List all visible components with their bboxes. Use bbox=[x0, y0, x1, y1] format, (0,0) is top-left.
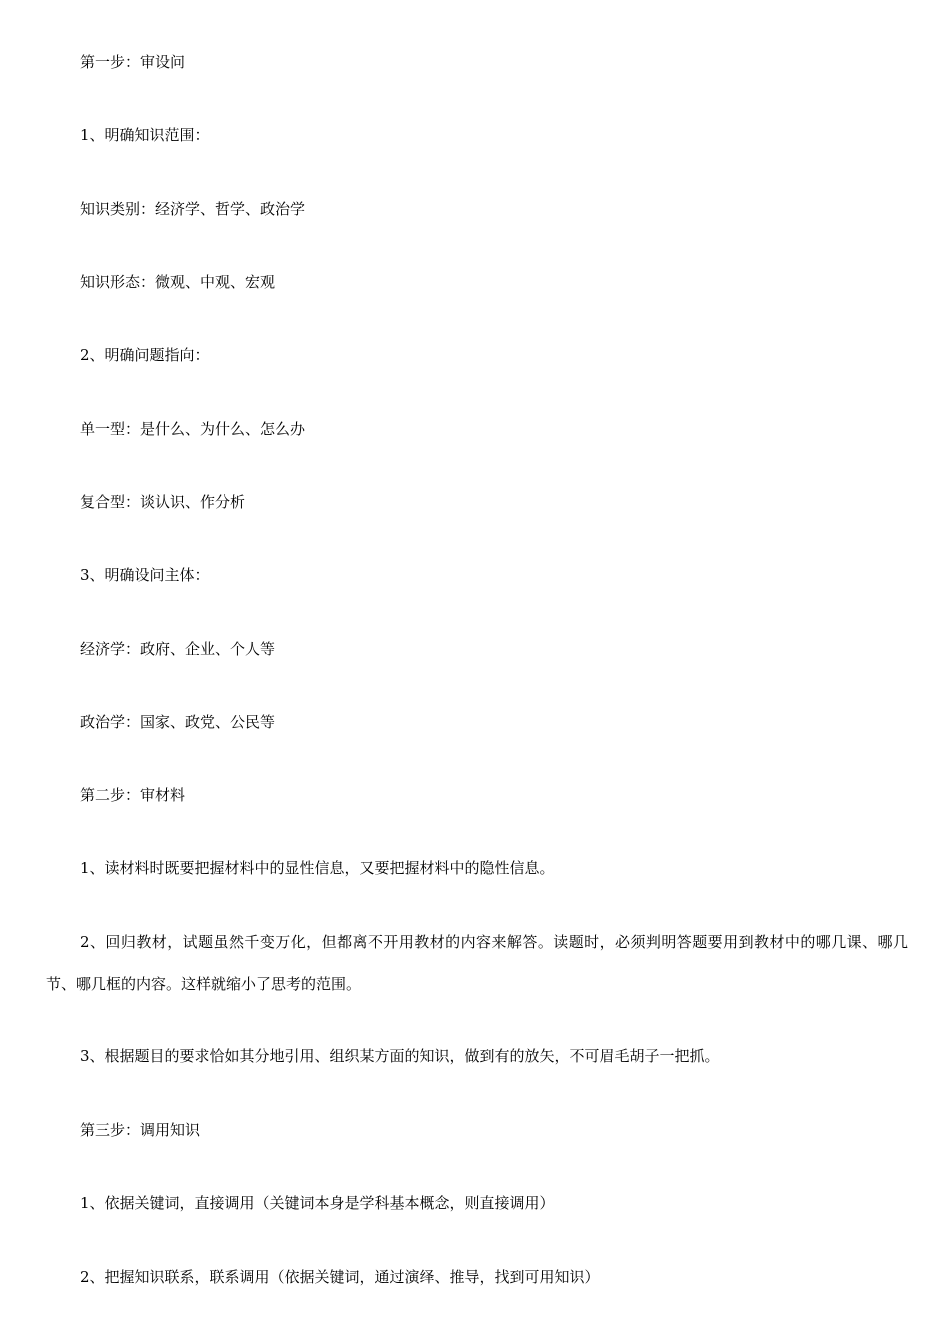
paragraph-knowledge-scope: 1、明确知识范围： bbox=[80, 126, 210, 144]
paragraph-economics-subject: 经济学：政府、企业、个人等 bbox=[80, 640, 276, 658]
paragraph-return-to-textbook: 2、回归教材，试题虽然千变万化，但都离不开用教材的内容来解答。读题时，必须判明答题要用到教材中的哪几课、哪几节、哪几框的内容。这样就缩小了思考的范围。 bbox=[46, 933, 908, 993]
paragraph-read-material: 1、读材料时既要把握材料中的显性信息，又要把握材料中的隐性信息。 bbox=[80, 859, 555, 877]
paragraph-cite-knowledge: 3、根据题目的要求恰如其分地引用、组织某方面的知识，做到有的放矢，不可眉毛胡子一把抓。 bbox=[80, 1047, 720, 1065]
paragraph-knowledge-category: 知识类别：经济学、哲学、政治学 bbox=[80, 200, 306, 218]
paragraph-politics-subject: 政治学：国家、政党、公民等 bbox=[80, 713, 276, 731]
paragraph-knowledge-form: 知识形态：微观、中观、宏观 bbox=[80, 273, 276, 291]
paragraph-question-direction: 2、明确问题指向： bbox=[80, 346, 210, 364]
step-three-heading: 第三步：调用知识 bbox=[80, 1121, 201, 1139]
paragraph-direct-recall: 1、依据关键词，直接调用（关键词本身是学科基本概念，则直接调用） bbox=[80, 1194, 555, 1212]
step-two-heading: 第二步：审材料 bbox=[80, 786, 186, 804]
paragraph-question-subject: 3、明确设问主体： bbox=[80, 566, 210, 584]
step-one-heading: 第一步：审设问 bbox=[80, 53, 186, 71]
paragraph-single-type: 单一型：是什么、为什么、怎么办 bbox=[80, 420, 306, 438]
paragraph-linked-recall: 2、把握知识联系，联系调用（依据关键词，通过演绎、推导，找到可用知识） bbox=[80, 1268, 600, 1286]
paragraph-compound-type: 复合型：谈认识、作分析 bbox=[80, 493, 246, 511]
